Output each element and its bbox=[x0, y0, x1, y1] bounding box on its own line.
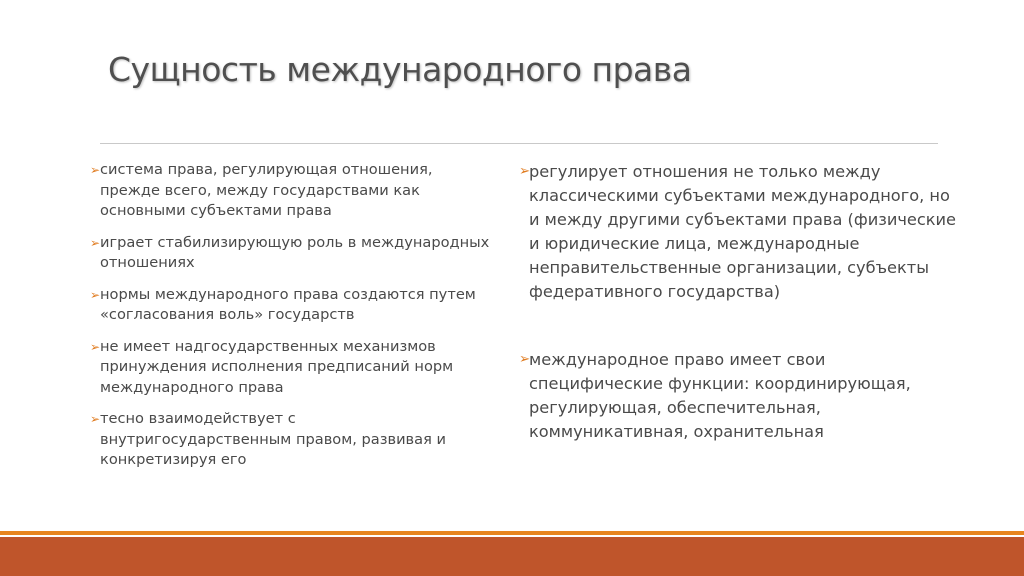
bullet-text: международное право имеет свои специфические функции: координирующая, регулирующая, обеспечительная, коммуникативная, охранительная bbox=[529, 350, 911, 441]
slide-title: Сущность международного права bbox=[108, 50, 692, 89]
left-bullet-2 bbox=[90, 233, 490, 274]
arrow-bullet-icon: ➢ bbox=[90, 287, 101, 302]
arrow-bullet-icon: ➢ bbox=[519, 164, 531, 179]
bullet-text: тесно взаимодействует с внутригосударственным правом, развивая и конкретизируя его bbox=[100, 410, 447, 468]
arrow-bullet-icon: ➢ bbox=[519, 352, 531, 367]
left-bullet-5 bbox=[90, 409, 490, 471]
bullet-text: играет стабилизирующую роль в международных отношениях bbox=[100, 233, 490, 271]
bullet-text: не имеет надгосударственных механизмов принуждения исполнения предписаний норм международного права bbox=[100, 337, 454, 396]
arrow-bullet-icon: ➢ bbox=[90, 412, 101, 426]
right-bullet-list bbox=[519, 160, 959, 444]
right-bullet-2 bbox=[519, 348, 959, 444]
bullet-text: нормы международного права создаются путем «согласования воль» государств bbox=[100, 285, 476, 323]
left-bullet-1 bbox=[90, 160, 490, 222]
footer-band bbox=[0, 537, 1024, 576]
arrow-bullet-icon: ➢ bbox=[90, 235, 101, 250]
right-bullet-1 bbox=[519, 160, 959, 304]
bullet-text: система права, регулирующая отношения, прежде всего, между государствами как основными субъектами права bbox=[100, 161, 433, 219]
bullet-text: регулирует отношения не только между классическими субъектами международного, но и между другими субъектами права (физические и юридические лица, международные неправительственные организации, субъекты федеративного государства) bbox=[529, 162, 957, 301]
arrow-bullet-icon: ➢ bbox=[90, 339, 101, 354]
title-divider bbox=[100, 143, 938, 144]
arrow-bullet-icon: ➢ bbox=[90, 163, 101, 177]
footer-accent-stripe bbox=[0, 531, 1024, 535]
left-bullet-3 bbox=[90, 285, 490, 326]
left-bullet-4 bbox=[90, 337, 490, 399]
left-bullet-list bbox=[90, 160, 490, 482]
